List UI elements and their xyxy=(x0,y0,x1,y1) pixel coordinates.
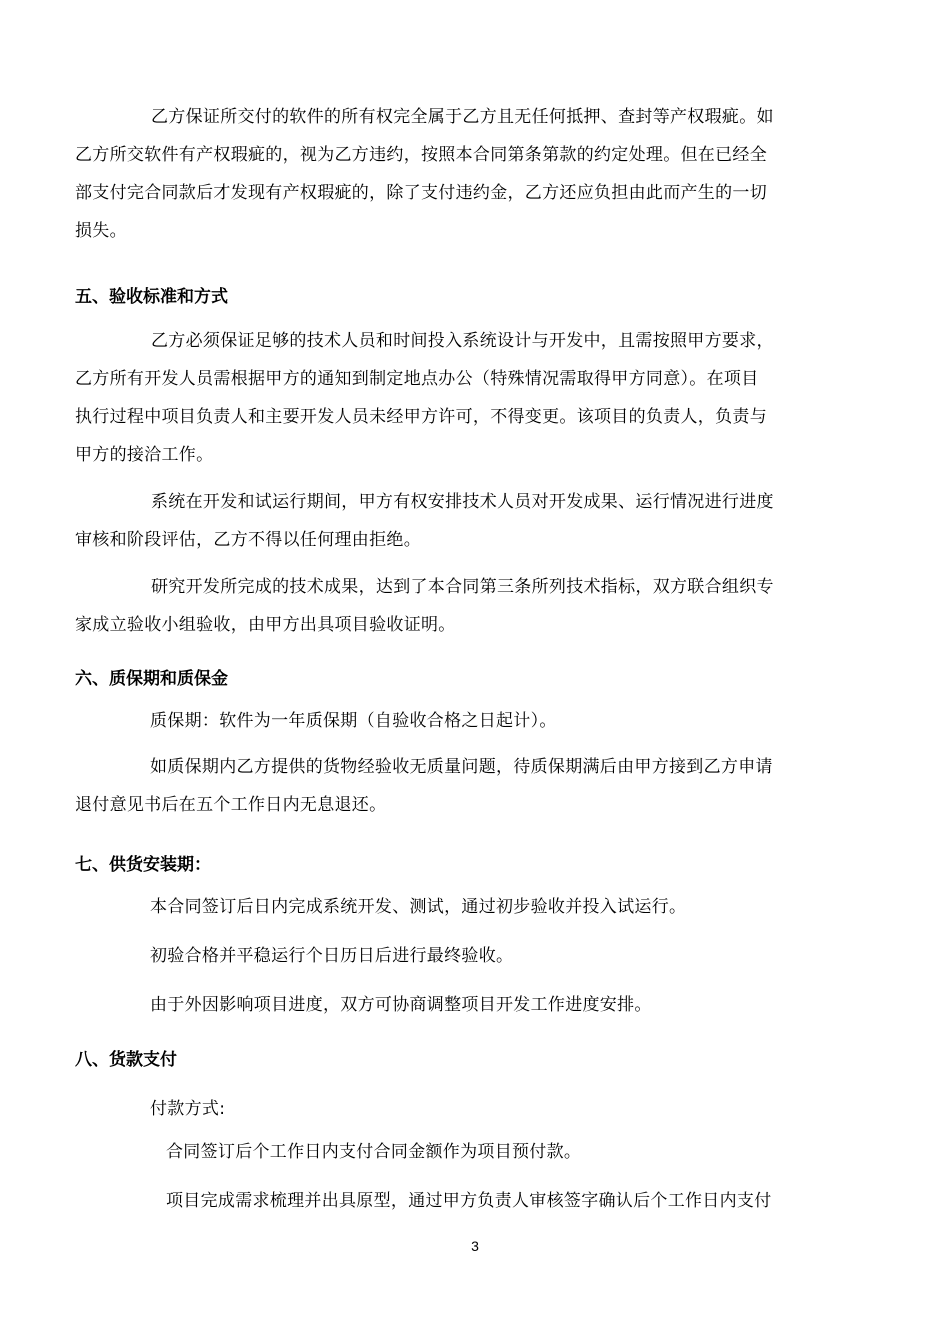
paragraph-5-3 xyxy=(75,568,813,644)
paragraph-6-2 xyxy=(75,748,813,824)
text-line: 如质保期内乙方提供的货物经验收无质量问题，待质保期满后由甲方接到乙方申请 xyxy=(150,757,773,777)
text-line: 退付意见书后在五个工作日内无息退还。 xyxy=(75,795,387,815)
paragraph-8-2: 合同签订后个工作日内支付合同金额作为项目预付款。 xyxy=(166,1142,582,1162)
paragraph-ownership xyxy=(75,98,813,250)
text-line: 损失。 xyxy=(75,221,127,241)
paragraph-7-2: 初验合格并平稳运行个日历日后进行最终验收。 xyxy=(150,946,514,966)
text-line: 乙方必须保证足够的技术人员和时间投入系统设计与开发中，且需按照甲方要求， xyxy=(151,331,774,351)
paragraph-5-2 xyxy=(75,483,813,559)
text-line: 审核和阶段评估，乙方不得以任何理由拒绝。 xyxy=(75,530,421,550)
page-number: 3 xyxy=(471,1238,479,1254)
section-heading-7: 七、供货安装期： xyxy=(75,855,211,875)
text-line: 甲方的接洽工作。 xyxy=(75,445,214,465)
paragraph-8-3: 项目完成需求梳理并出具原型，通过甲方负责人审核签字确认后个工作日内支付 xyxy=(166,1191,772,1211)
text-line: 家成立验收小组验收，由甲方出具项目验收证明。 xyxy=(75,615,456,635)
text-line: 乙方所交软件有产权瑕疵的，视为乙方违约，按照本合同第条第款的约定处理。但在已经全 xyxy=(75,145,767,165)
text-line: 部支付完合同款后才发现有产权瑕疵的，除了支付违约金，乙方还应负担由此而产生的一切 xyxy=(75,183,767,203)
section-heading-6: 六、质保期和质保金 xyxy=(75,669,228,689)
paragraph-7-1: 本合同签订后日内完成系统开发、测试，通过初步验收并投入试运行。 xyxy=(150,897,687,917)
section-heading-5: 五、验收标准和方式 xyxy=(75,287,228,307)
text-line: 乙方所有开发人员需根据甲方的通知到制定地点办公（特殊情况需取得甲方同意）。在项目 xyxy=(75,369,759,389)
text-line: 系统在开发和试运行期间，甲方有权安排技术人员对开发成果、运行情况进行进度 xyxy=(151,492,774,512)
text-line: 研究开发所完成的技术成果，达到了本合同第三条所列技术指标，双方联合组织专 xyxy=(151,577,774,597)
text-line: 执行过程中项目负责人和主要开发人员未经甲方许可，不得变更。该项目的负责人，负责与 xyxy=(75,407,767,427)
text-line: 乙方保证所交付的软件的所有权完全属于乙方且无任何抵押、查封等产权瑕疵。如 xyxy=(151,107,774,127)
paragraph-6-1: 质保期：软件为一年质保期（自验收合格之日起计）。 xyxy=(150,711,557,731)
section-heading-8: 八、货款支付 xyxy=(75,1050,177,1070)
paragraph-8-1: 付款方式: xyxy=(150,1099,226,1119)
paragraph-7-3: 由于外因影响项目进度，双方可协商调整项目开发工作进度安排。 xyxy=(150,995,652,1015)
paragraph-5-1 xyxy=(75,322,813,474)
